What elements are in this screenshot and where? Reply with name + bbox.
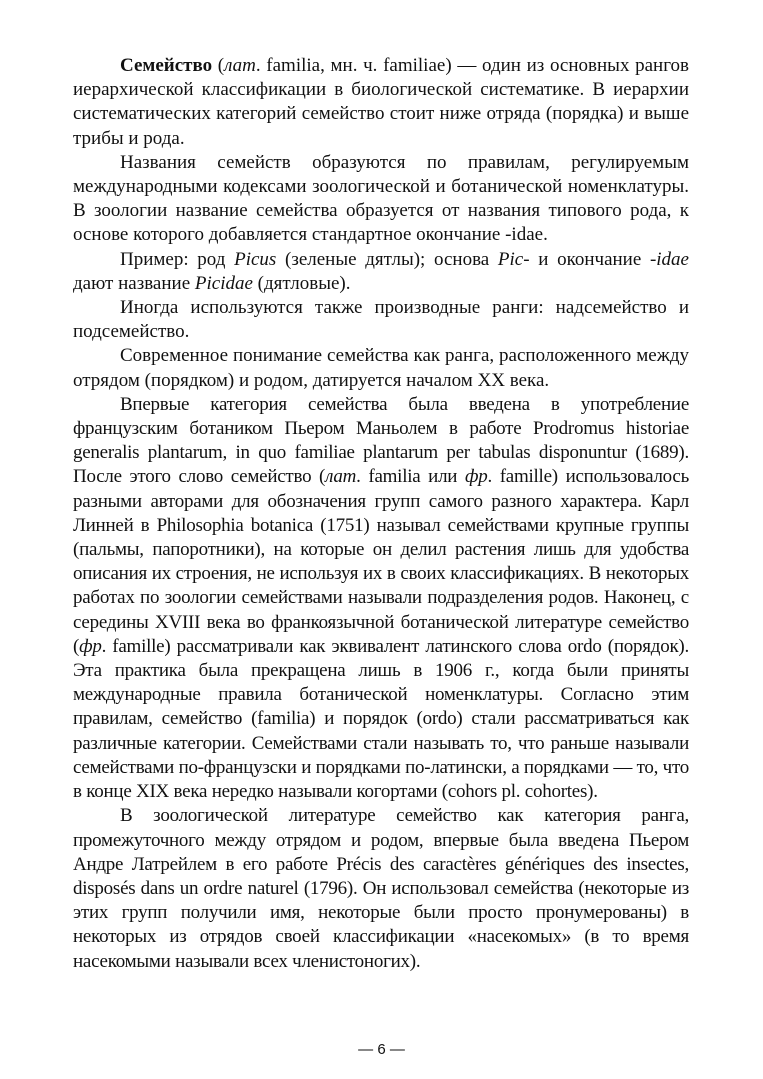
paragraph-example: Пример: род Picus (зеленые дятлы); основа Pic- и окончание -idae дают название Picidae (дятловые). [73,248,689,294]
page-number: — 6 — [358,1041,405,1058]
paragraph-derived-ranks: Иногда используются также производные ранги: надсемейство и подсемейство. [73,297,689,343]
paragraph-history-zoology: В зоологической литературе семейство как категория ранга, промежуточного между отрядом и родом, впервые была введена Пьером Андре Латрейлем в его работе Précis des caractères génériques des insectes, disposés dans un ordre naturel (1796). Он использовал семейства (некоторые из этих групп получили имя, некоторые были просто пронумерованы) в некоторых из отрядов своей классификации «насекомых» (в то время насекомыми называли всех членистоногих). [73,805,689,972]
term-heading: Семейство [120,55,213,76]
paragraph-modern-understanding: Современное понимание семейства как ранга, расположенного между отрядом (порядком) и родом, датируется началом XX века. [73,345,689,391]
paragraph-history-botany: Впервые категория семейства была введена в употребление французским ботаником Пьером Маньолем в работе Prodromus historiae generalis plantarum, in quo familiae plantarum per tabulas disponuntur (1689). После этого слово семейство (лат. familia или фр. famille) использовалось разными авторами для обозначения групп самого разного характера. Карл Линней в Philosophia botanica (1751) называл семействами крупные группы (пальмы, папоротники), на которые он делил растения лишь для удобства описания их строения, не используя их в своих классификациях. В некоторых работах по зоологии семействами называли подразделения родов. Наконец, с середины XVIII века во франкоязычной ботанической литературе семейство (фр. famille) рассматривали как эквивалент латинского слова ordo (порядок). Эта практика была прекращена лишь в 1906 г., когда были приняты международные правила ботанической номенклатуры. Согласно этим правилам, семейство (familia) и порядок (ordo) стали рассматриваться как различные категории. Семействами стали называть то, что раньше называли семействами по-французски и порядками по-латински, а порядками — то, что в конце XIX века нередко называли когортами (cohors pl. cohortes). [73,393,689,803]
paragraph-definition: Семейство (лат. familia, мн. ч. familiae) — один из основных рангов иерархической классификации в биологической систематике. В иерархии систематических категорий семейство стоит ниже отряда (порядка) и выше трибы и рода. [73,55,690,149]
paragraph-naming: Названия семейств образуются по правилам, регулируемым международными кодексами зоологической и ботанической номенклатуры. В зоологии название семейства образуется от названия типового рода, к основе которого добавляется стандартное окончание -idae. [73,151,689,246]
body-text [73,54,689,974]
